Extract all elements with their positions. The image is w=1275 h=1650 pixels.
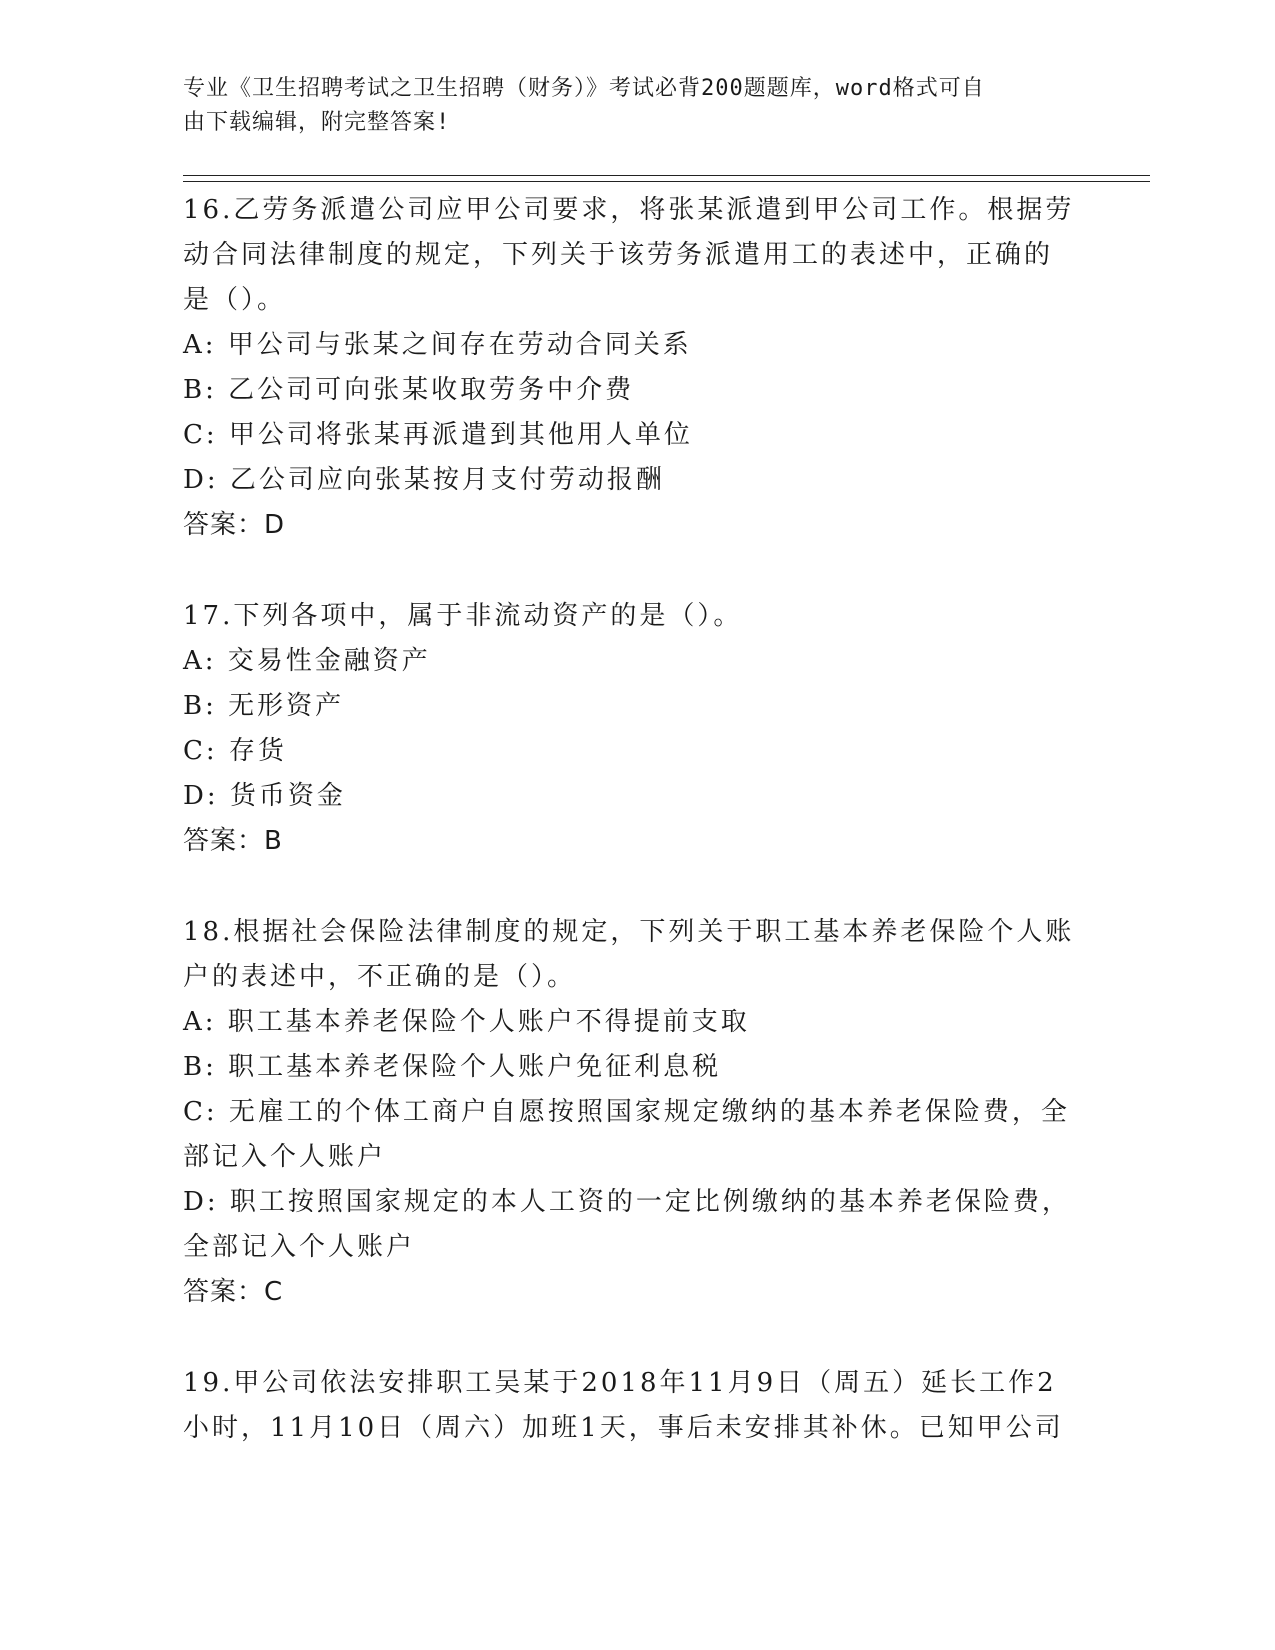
option-b: B: 无形资产 (183, 691, 345, 721)
question-16 (183, 188, 1103, 548)
answer-label: 答案：C (183, 1277, 284, 1307)
header-divider-bottom (183, 181, 1150, 182)
option-c: C: 存货 (183, 736, 287, 766)
option-b: B: 职工基本养老保险个人账户免征利息税 (183, 1052, 722, 1082)
option-b: B: 乙公司可向张某收取劳务中介费 (183, 375, 635, 405)
question-stem-line: 户的表述中，不正确的是（）。 (183, 962, 577, 992)
question-stem-line: 18.根据社会保险法律制度的规定，下列关于职工基本养老保险个人账 (183, 917, 1075, 947)
option-a: A: 交易性金融资产 (183, 646, 431, 676)
question-17 (183, 594, 1103, 864)
option-c-continued: 部记入个人账户 (183, 1142, 387, 1172)
header-divider-top (183, 175, 1150, 176)
option-c: C: 无雇工的个体工商户自愿按照国家规定缴纳的基本养老保险费，全 (183, 1097, 1070, 1127)
option-d: D: 职工按照国家规定的本人工资的一定比例缴纳的基本养老保险费， (183, 1187, 1071, 1217)
option-d-continued: 全部记入个人账户 (183, 1232, 416, 1262)
header-line: 由下载编辑，附完整答案! (183, 110, 451, 135)
option-c: C: 甲公司将张某再派遣到其他用人单位 (183, 420, 693, 450)
question-stem-line: 17.下列各项中，属于非流动资产的是（）。 (183, 601, 743, 631)
question-19 (183, 1361, 1103, 1451)
question-stem-line: 小时，11月10日（周六）加班1天，事后未安排其补休。已知甲公司 (183, 1413, 1064, 1443)
question-stem-line: 16.乙劳务派遣公司应甲公司要求，将张某派遣到甲公司工作。根据劳 (183, 195, 1075, 225)
option-a: A: 职工基本养老保险个人账户不得提前支取 (183, 1007, 750, 1037)
question-18 (183, 910, 1103, 1315)
question-stem-line: 19.甲公司依法安排职工吴某于2018年11月9日（周五）延长工作2 (183, 1368, 1057, 1398)
answer-label: 答案：D (183, 510, 286, 540)
document-header (183, 72, 1063, 140)
question-stem-line: 是（）。 (183, 285, 287, 315)
question-list (183, 188, 1103, 1497)
option-d: D: 乙公司应向张某按月支付劳动报酬 (183, 465, 665, 495)
question-stem-line: 动合同法律制度的规定，下列关于该劳务派遣用工的表述中，正确的 (183, 240, 1054, 270)
header-line: 专业《卫生招聘考试之卫生招聘（财务）》考试必背200题题库，word格式可自 (183, 76, 985, 101)
option-a: A: 甲公司与张某之间存在劳动合同关系 (183, 330, 692, 360)
answer-label: 答案：B (183, 826, 283, 856)
option-d: D: 货币资金 (183, 781, 346, 811)
